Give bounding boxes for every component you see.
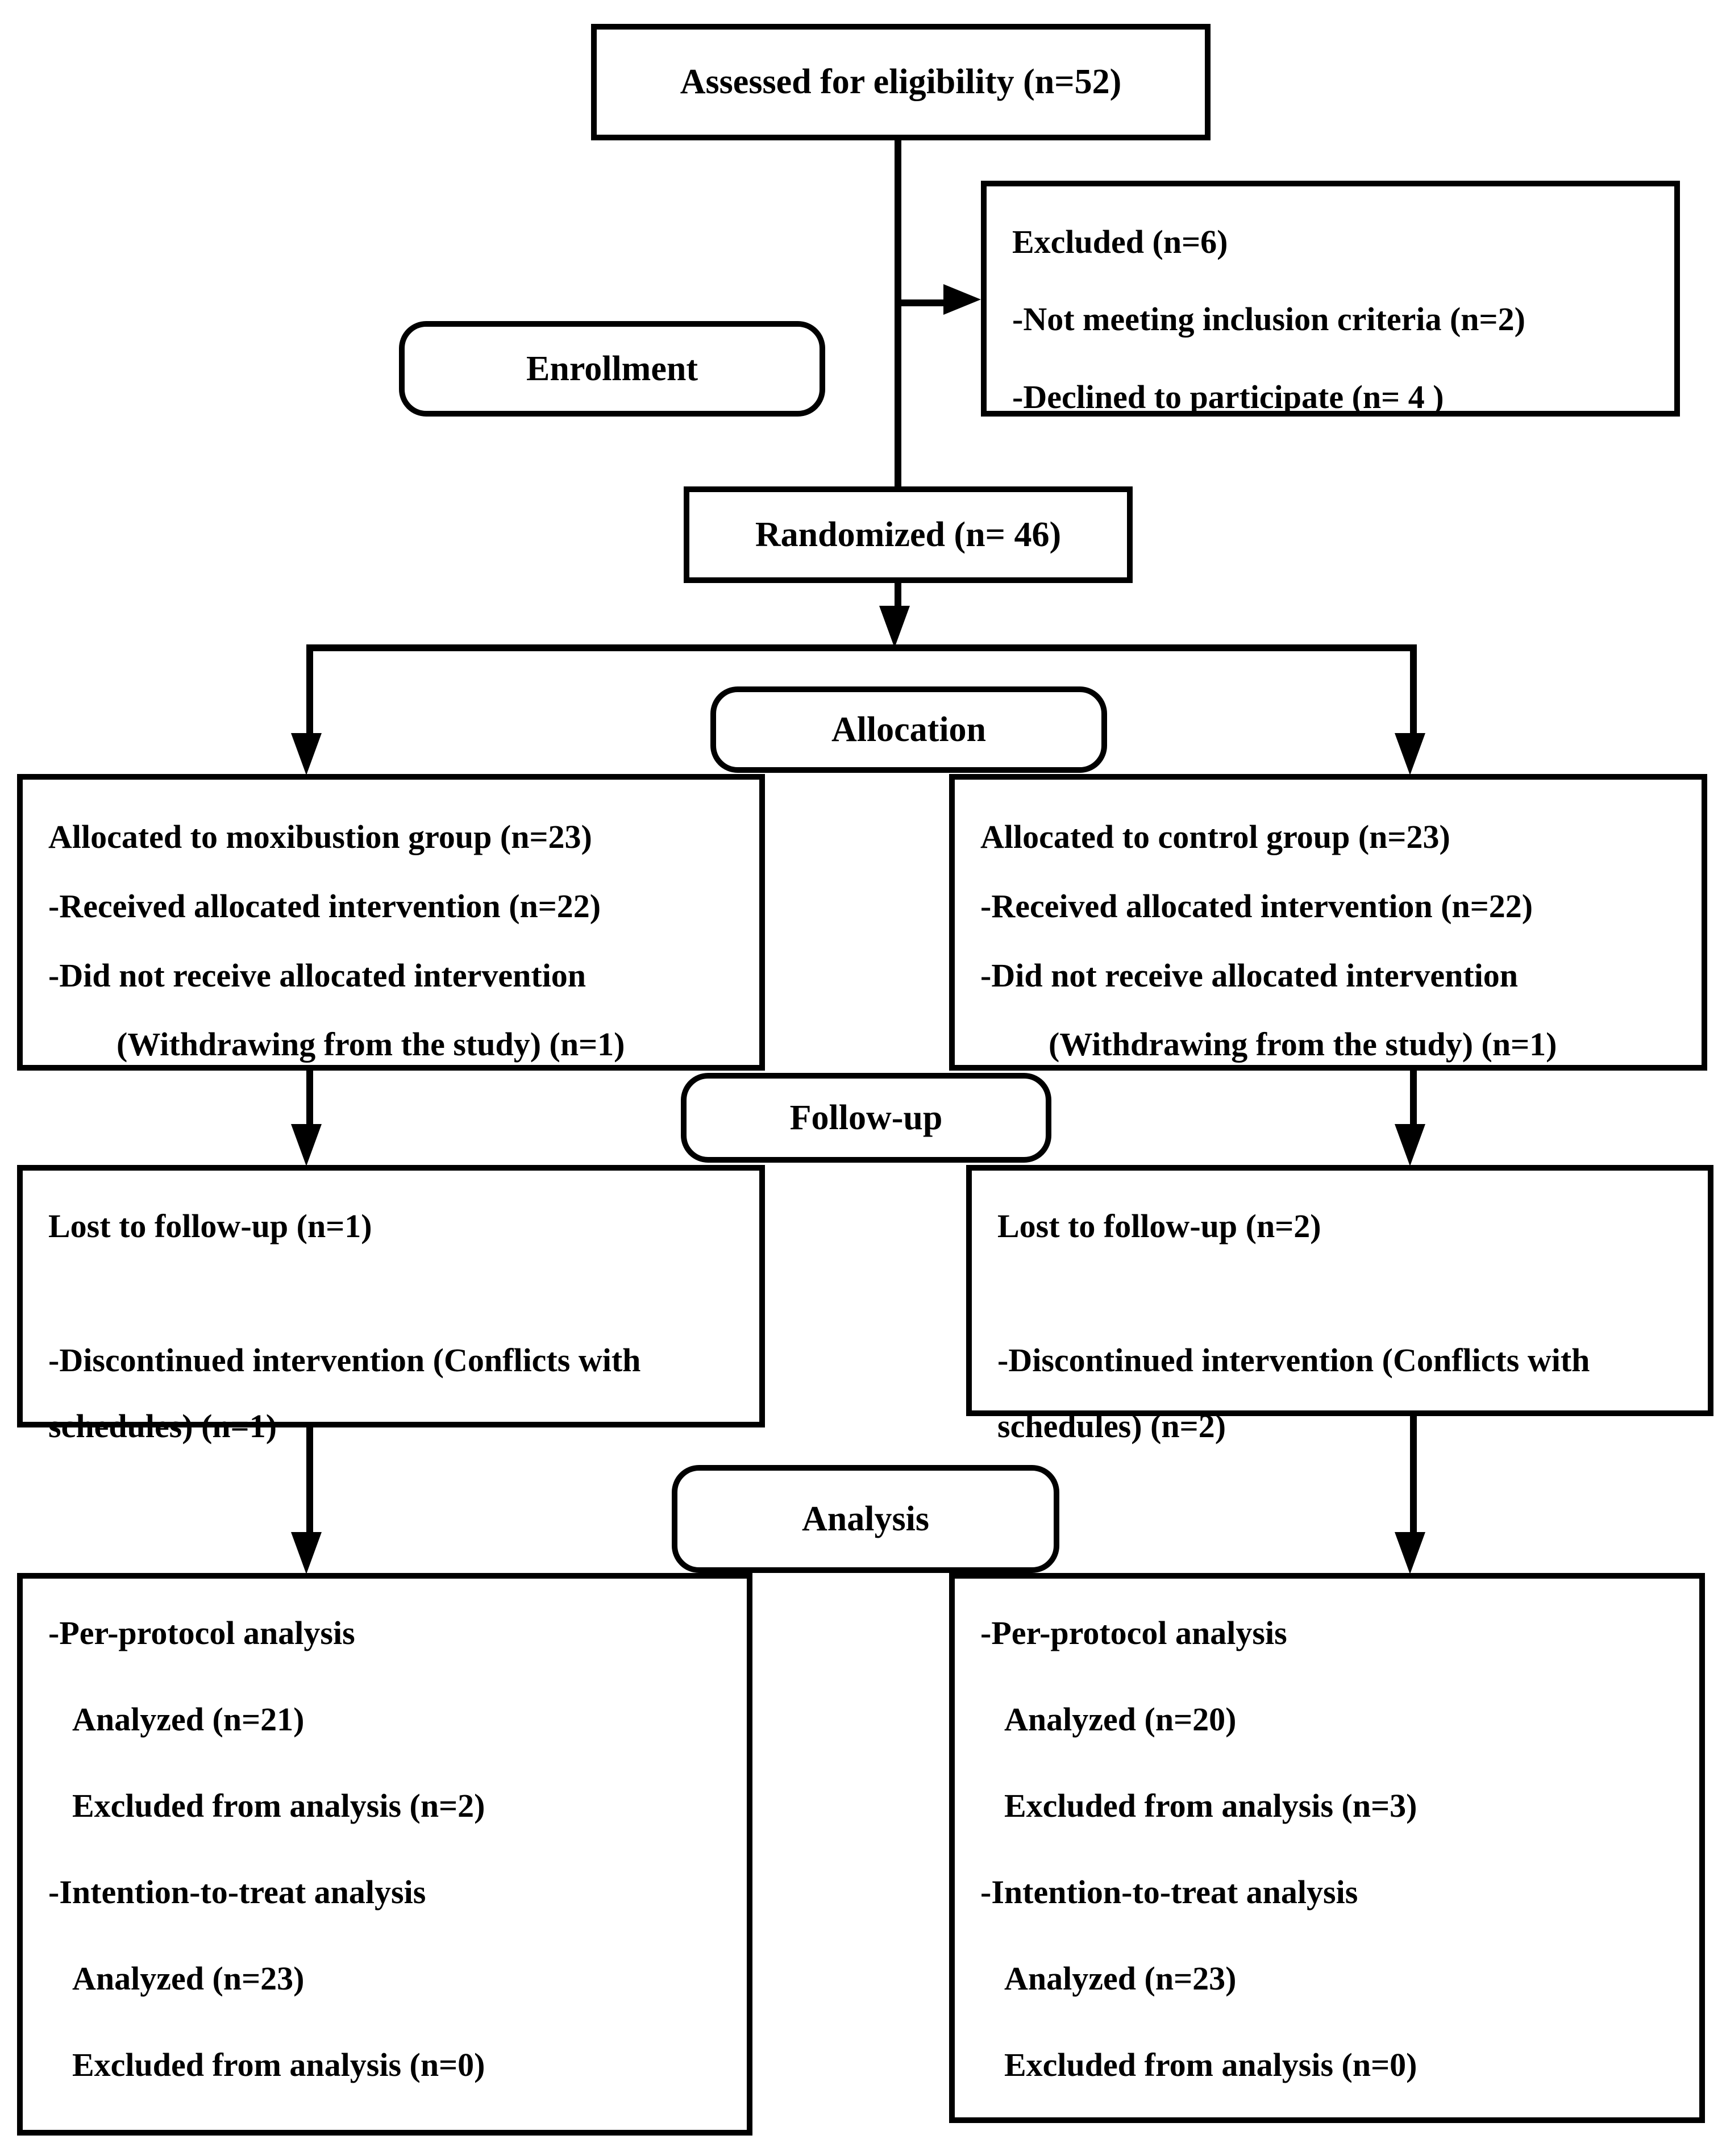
randomized-box (684, 486, 1133, 583)
connector-split-horizontal (306, 644, 1417, 651)
followup-control-line: Lost to follow-up (n=2) (997, 1208, 1321, 1245)
followup-moxibustion-line: Lost to follow-up (n=1) (48, 1208, 372, 1245)
analysis-stage-label (672, 1465, 1059, 1573)
analysis-control-line: Excluded from analysis (n=0) (1004, 2046, 1417, 2083)
allocated-control-box (949, 774, 1707, 1071)
followup-moxibustion-text (23, 1171, 759, 1471)
allocated-control-line: -Did not receive allocated intervention (980, 956, 1519, 994)
arrowhead-into-excluded-icon (943, 284, 981, 315)
connector-left-to-followup-box (306, 1071, 313, 1130)
excluded-line: Excluded (n=6) (1012, 223, 1228, 260)
analysis-moxibustion-text (23, 1579, 747, 2120)
analysis-control-line: Analyzed (n=23) (1004, 1959, 1237, 1997)
allocated-moxibustion-line: -Received allocated intervention (n=22) (48, 887, 601, 925)
allocated-control-text (955, 780, 1702, 1091)
analysis-moxibustion-line: -Intention-to-treat analysis (48, 1873, 426, 1911)
connector-right-to-analysis-box (1410, 1416, 1417, 1532)
connector-right-to-allocation-box (1410, 648, 1417, 734)
analysis-moxibustion-line: Analyzed (n=21) (72, 1700, 305, 1738)
allocated-moxibustion-line: -Did not receive allocated intervention (48, 956, 587, 994)
randomized-text: Randomized (n= 46) (755, 515, 1062, 554)
allocated-control-line: -Received allocated intervention (n=22) (980, 887, 1533, 925)
analysis-stage-text: Analysis (802, 1499, 929, 1538)
arrowhead-left-analysis-icon (291, 1532, 322, 1574)
assessed-eligibility-text: Assessed for eligibility (n=52) (680, 63, 1122, 101)
arrowhead-right-followup-icon (1395, 1124, 1425, 1166)
allocation-stage-label (710, 686, 1107, 773)
analysis-control-line: Analyzed (n=20) (1004, 1700, 1237, 1738)
connector-left-to-analysis-box (306, 1427, 313, 1532)
allocated-control-line: Allocated to control group (n=23) (980, 818, 1450, 855)
connector-branch-to-excluded (898, 299, 947, 306)
analysis-moxibustion-line: Analyzed (n=23) (72, 1959, 305, 1997)
allocated-moxibustion-line: (Withdrawing from the study) (n=1) (117, 1026, 625, 1063)
allocated-control-line: (Withdrawing from the study) (n=1) (1049, 1026, 1557, 1063)
allocated-moxibustion-box (17, 774, 765, 1071)
analysis-moxibustion-box (17, 1573, 752, 2136)
analysis-control-line: -Per-protocol analysis (980, 1614, 1287, 1651)
analysis-moxibustion-line: Excluded from analysis (n=2) (72, 1787, 485, 1824)
excluded-line: -Not meeting inclusion criteria (n=2) (1012, 301, 1525, 338)
followup-control-text (972, 1171, 1708, 1471)
analysis-moxibustion-line: -Per-protocol analysis (48, 1614, 355, 1651)
followup-stage-label (681, 1073, 1051, 1163)
excluded-box (981, 181, 1680, 417)
allocated-moxibustion-text (23, 780, 759, 1091)
followup-moxibustion-line: -Discontinued intervention (Conflicts with schedules) (n=1) (48, 1342, 641, 1445)
analysis-control-box (949, 1573, 1705, 2123)
excluded-line: -Declined to participate (n= 4 ) (1012, 378, 1444, 415)
arrowhead-right-analysis-icon (1395, 1532, 1425, 1574)
arrowhead-left-followup-icon (291, 1124, 322, 1166)
assessed-eligibility-box (591, 24, 1211, 140)
analysis-control-text (955, 1579, 1699, 2120)
enrollment-stage-text: Enrollment (526, 349, 698, 388)
analysis-control-line: Excluded from analysis (n=3) (1004, 1787, 1417, 1824)
arrowhead-left-allocation-icon (291, 733, 322, 775)
followup-control-box (966, 1165, 1713, 1445)
analysis-moxibustion-line: Excluded from analysis (n=0) (72, 2046, 485, 2083)
followup-control-line: -Discontinued intervention (Conflicts with schedules) (n=2) (997, 1342, 1590, 1445)
arrowhead-randomized-split-icon (879, 606, 910, 648)
arrowhead-right-allocation-icon (1395, 733, 1425, 775)
enrollment-stage-label (399, 321, 825, 417)
connector-right-to-followup-box (1410, 1071, 1417, 1130)
analysis-control-line: -Intention-to-treat analysis (980, 1873, 1358, 1911)
connector-left-to-allocation-box (306, 648, 313, 734)
allocated-moxibustion-line: Allocated to moxibustion group (n=23) (48, 818, 592, 855)
connector-assessed-to-randomized (895, 139, 901, 488)
followup-stage-text: Follow-up (789, 1098, 943, 1137)
excluded-text (987, 186, 1674, 447)
followup-moxibustion-box (17, 1165, 765, 1445)
allocation-stage-text: Allocation (831, 710, 987, 749)
